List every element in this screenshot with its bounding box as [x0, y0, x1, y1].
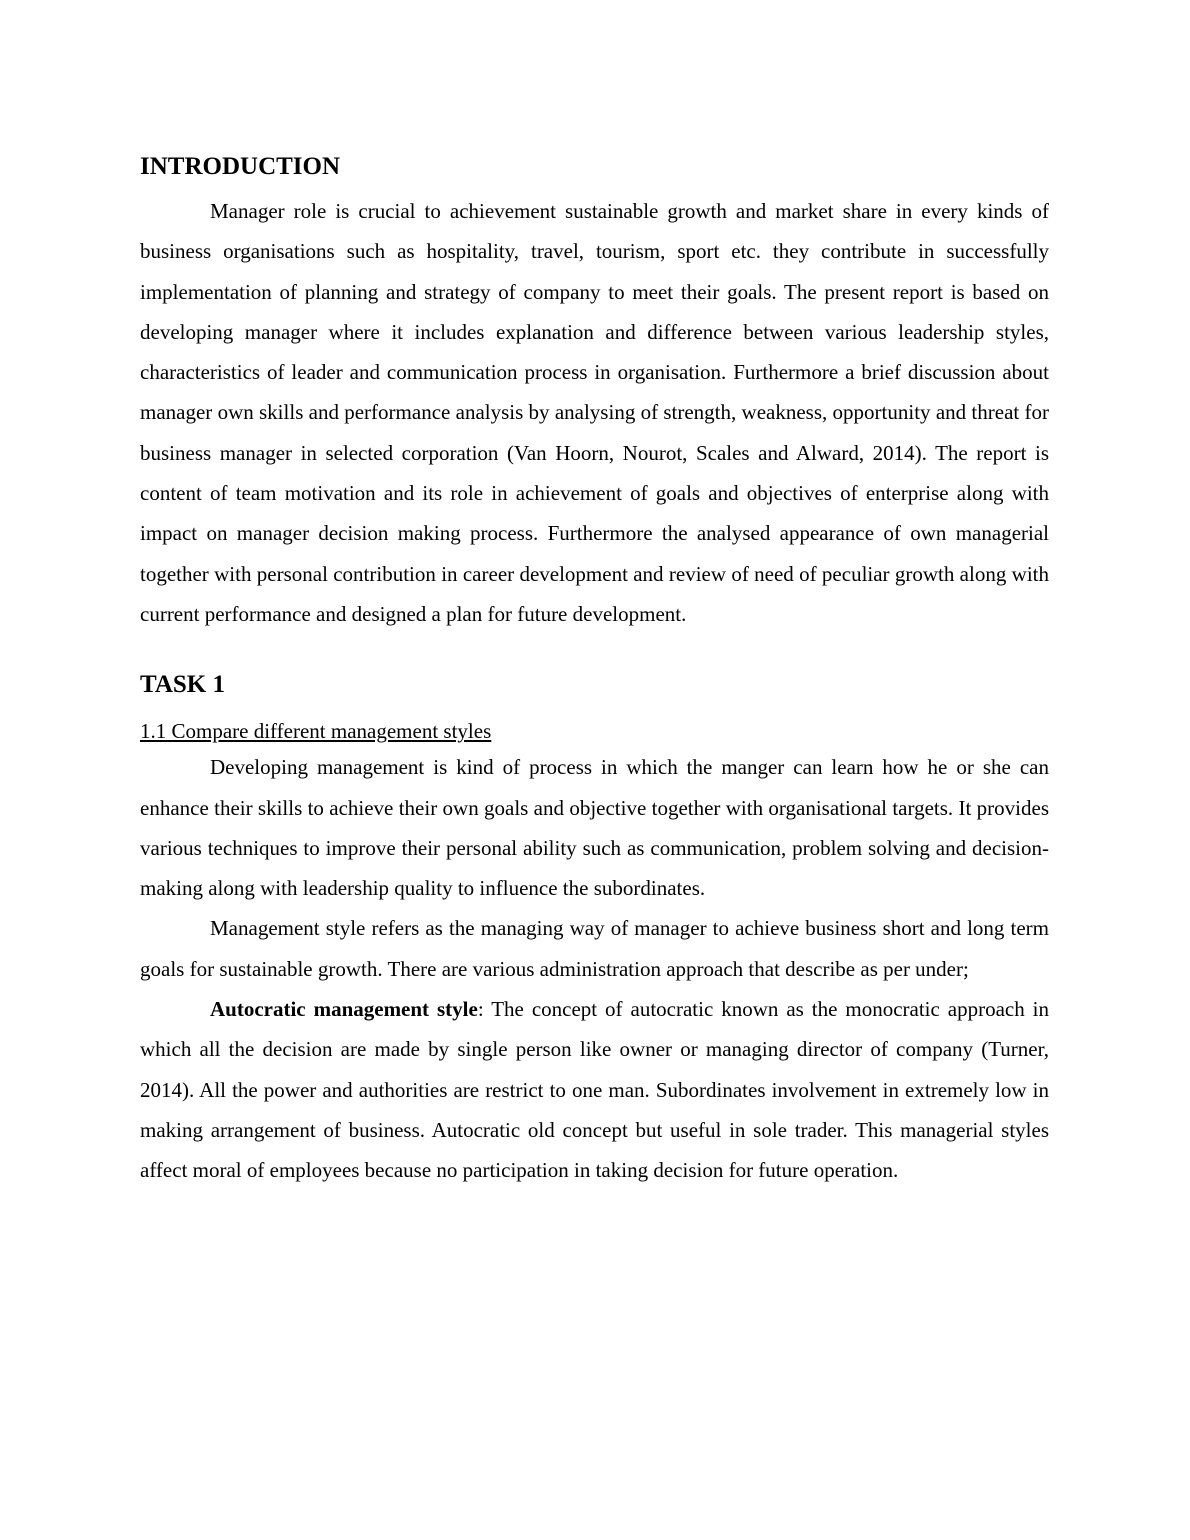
section-1-1-subheading: 1.1 Compare different management styles [140, 719, 492, 744]
autocratic-term: Autocratic management style [210, 997, 478, 1022]
management-style-paragraph: Management style refers as the managing way of manager to achieve business short and long term goals for sustainable growth. There are various administration approach that describe as per under; [140, 916, 1049, 981]
document-page [140, 150, 1049, 1191]
autocratic-text: : The concept of autocratic known as the monocratic approach in which all the decision are made by single person like owner or managing director of company (Turner, 2014). All the power and authorities are restrict to one man. Subordinates involvement in extremely low in making arrangement of business. Autocratic old concept but useful in sole trader. This managerial styles affect moral of employees because no participation in taking decision for future operation. [140, 997, 1049, 1183]
introduction-heading: INTRODUCTION [140, 153, 341, 180]
task1-heading: TASK 1 [140, 671, 225, 699]
developing-management-paragraph: Developing management is kind of process in which the manger can learn how he or she can enhance their skills to achieve their own goals and objective together with organisational targets. It provides various techniques to improve their personal ability such as communication, problem solving and decision-making along with leadership quality to influence the subordinates. [140, 755, 1049, 901]
autocratic-paragraph [140, 989, 1049, 1190]
introduction-paragraph: Manager role is crucial to achievement sustainable growth and market share in every kinds of business organisations such as hospitality, travel, tourism, sport etc. they contribute in successfully implementation of planning and strategy of company to meet their goals. The present report is based on developing manager where it includes explanation and difference between various leadership styles, characteristics of leader and communication process in organisation. Furthermore a brief discussion about manager own skills and performance analysis by analysing of strength, weakness, opportunity and threat for business manager in selected corporation (Van Hoorn, Nourot, Scales and Alward, 2014). The report is content of team motivation and its role in achievement of goals and objectives of enterprise along with impact on manager decision making process. Furthermore the analysed appearance of own managerial together with personal contribution in career development and review of need of peculiar growth along with current performance and designed a plan for future development. [140, 199, 1049, 626]
